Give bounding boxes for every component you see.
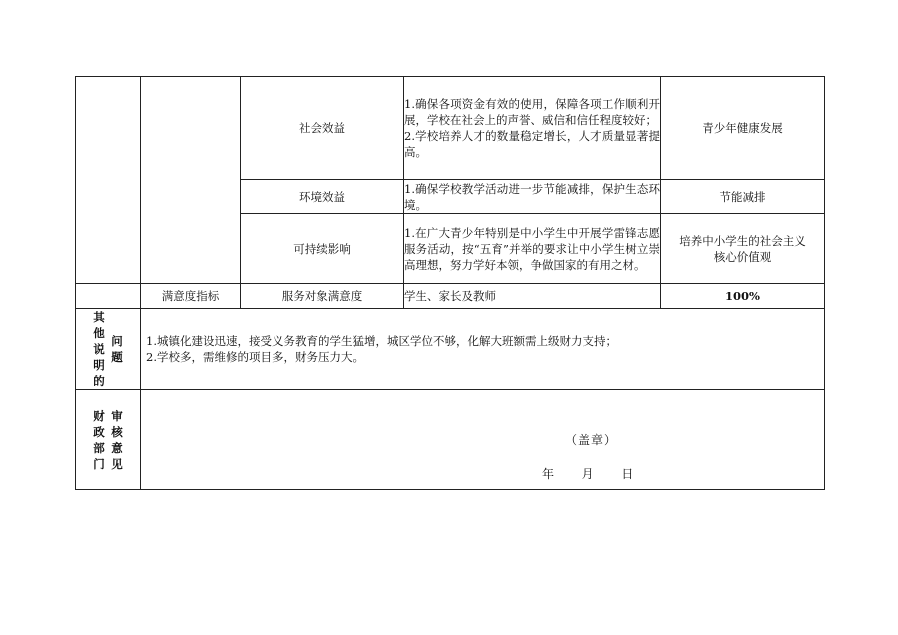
month-label: 月 [581, 467, 594, 481]
content-line: 1.确保学校教学活动进一步节能减排，保护生态环境。 [404, 181, 660, 212]
finance-review-label [76, 390, 141, 490]
content-line: 1.在广大青少年特别是中小学生中开展学雷锋志愿服务活动，按“五育”并举的要求让中小学生树立崇高理想，努力学好本领，争做国家的有用之材。 [404, 225, 660, 272]
content-line: 1.确保各项资金有效的使用，保障各项工作顺利开展，学校在社会上的声誉、威信和信任程度较好； [404, 97, 660, 127]
table-row [76, 77, 825, 180]
category-cell: 满意度指标 [141, 284, 241, 309]
indicator-cell: 服务对象满意度 [241, 284, 404, 309]
indicator-cell: 环境效益 [241, 180, 404, 214]
empty-category-cell [76, 284, 141, 309]
target-cell: 培养中小学生的社会主义核心价值观 [661, 214, 825, 284]
target-cell: 100% [661, 284, 825, 309]
other-issues-label-left: 其他说明的 [93, 310, 105, 388]
content-line: 2.学校多，需维修的项目多，财务压力大。 [146, 350, 364, 364]
empty-category-cell [76, 77, 141, 284]
content-cell [404, 77, 661, 180]
empty-subcategory-cell [141, 77, 241, 284]
table-row [76, 309, 825, 390]
table-row [76, 390, 825, 490]
content-cell [404, 214, 661, 284]
table-row [76, 284, 825, 309]
other-issues-label [76, 309, 141, 390]
finance-review-label-right: 审核意见 [111, 408, 123, 471]
other-issues-label-right: 问题 [111, 334, 123, 364]
target-cell: 节能减排 [661, 180, 825, 214]
content-cell [404, 180, 661, 214]
date-line [542, 465, 633, 482]
indicator-cell: 社会效益 [241, 77, 404, 180]
finance-review-label-left: 财政部门 [93, 408, 105, 471]
content-cell: 学生、家长及教师 [404, 284, 661, 309]
other-issues-content [141, 309, 825, 390]
performance-table [75, 76, 825, 490]
finance-review-content [141, 390, 825, 490]
seal-text: （盖章） [565, 433, 618, 447]
year-label: 年 [542, 467, 555, 481]
target-cell: 青少年健康发展 [661, 77, 825, 180]
content-line: 2.学校培养人才的数量稳定增长，人才质量显著提高。 [404, 129, 660, 159]
day-label: 日 [621, 467, 634, 481]
content-line: 1.城镇化建设迅速，接受义务教育的学生猛增，城区学位不够，化解大班额需上级财力支持； [146, 334, 617, 348]
indicator-cell: 可持续影响 [241, 214, 404, 284]
